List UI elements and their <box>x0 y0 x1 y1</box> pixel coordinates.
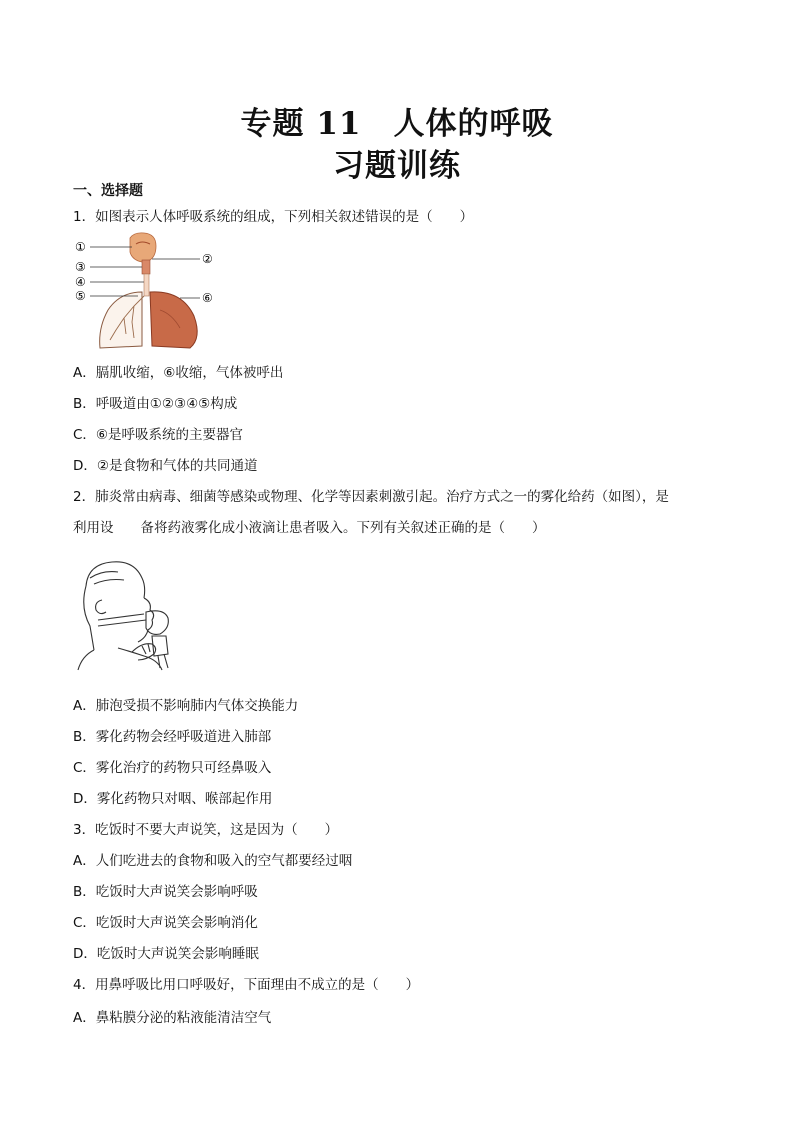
q2-option-b: B．雾化药物会经呼吸道进入肺部 <box>73 729 272 745</box>
question-3-stem: 3．吃饭时不要大声说笑，这是因为（ ） <box>73 822 339 838</box>
q3-option-c: C．吃饭时大声说笑会影响消化 <box>73 915 258 931</box>
q4-option-a: A．鼻粘膜分泌的粘液能清洁空气 <box>73 1010 272 1026</box>
q3-option-b: B．吃饭时大声说笑会影响呼吸 <box>73 884 258 900</box>
figure-label-1: ① <box>75 240 86 254</box>
q1-option-d: D．②是食物和气体的共同通道 <box>73 458 258 474</box>
q2-option-d: D．雾化药物只对咽、喉部起作用 <box>73 791 273 807</box>
page-title: 专题 11 人体的呼吸 <box>240 106 554 142</box>
q1-option-a: A．膈肌收缩，⑥收缩，气体被呼出 <box>73 365 284 381</box>
respiratory-system-figure <box>72 230 222 352</box>
question-2-stem-line2: 利用设 备将药液雾化成小液滴让患者吸入。下列有关叙述正确的是（ ） <box>73 520 546 536</box>
q3-option-a: A．人们吃进去的食物和吸入的空气都要经过咽 <box>73 853 353 869</box>
q3-option-d: D．吃饭时大声说笑会影响睡眠 <box>73 946 259 962</box>
question-1-stem: 1．如图表示人体呼吸系统的组成，下列相关叙述错误的是（ ） <box>73 209 474 225</box>
question-2-stem-line1: 2．肺炎常由病毒、细菌等感染或物理、化学等因素刺激引起。治疗方式之一的雾化给药（如图），是 <box>73 489 669 505</box>
figure-label-5: ⑤ <box>75 289 86 303</box>
question-4-stem: 4．用鼻呼吸比用口呼吸好，下面理由不成立的是（ ） <box>73 977 420 993</box>
figure-label-4: ④ <box>75 275 86 289</box>
section-heading: 一、选择题 <box>73 183 143 199</box>
figure-label-2: ② <box>202 252 213 266</box>
q1-option-b: B．呼吸道由①②③④⑤构成 <box>73 396 238 412</box>
figure-label-6: ⑥ <box>202 291 213 305</box>
q1-option-c: C．⑥是呼吸系统的主要器官 <box>73 427 244 443</box>
q2-option-a: A．肺泡受损不影响肺内气体交换能力 <box>73 698 299 714</box>
nebulizer-figure <box>72 556 182 672</box>
q2-option-c: C．雾化治疗的药物只可经鼻吸入 <box>73 760 272 776</box>
figure-label-3: ③ <box>75 260 86 274</box>
page-subtitle: 习题训练 <box>333 148 461 184</box>
